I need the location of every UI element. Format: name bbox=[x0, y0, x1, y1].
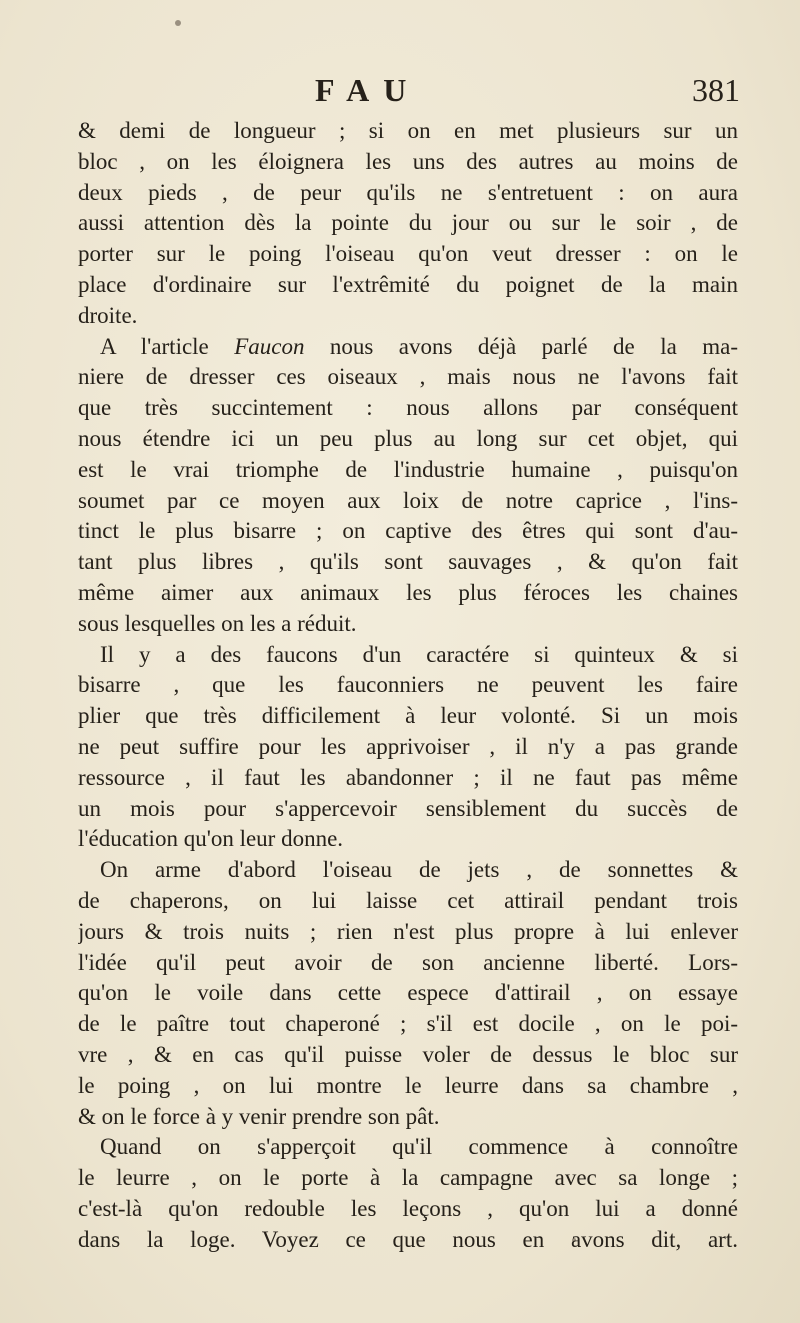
text-line: un mois pour s'appercevoir sensiblement du succès de bbox=[78, 795, 738, 821]
text-line: l'idée qu'il peut avoir de son ancienne liberté. Lors- bbox=[78, 949, 738, 975]
text-line: tinct le plus bisarre ; on captive des êtres qui sont d'au- bbox=[78, 518, 738, 544]
text-line: qu'on le voile dans cette espece d'attirail , on essaye bbox=[78, 980, 738, 1006]
text-line: le poing , on lui montre le leurre dans sa chambre , bbox=[78, 1072, 738, 1098]
running-title: FAU bbox=[315, 72, 421, 108]
text-line: bloc , on les éloignera les uns des autres au moins de bbox=[78, 148, 738, 174]
text-line: c'est-là qu'on redouble les leçons , qu'on lui a donné bbox=[78, 1195, 738, 1221]
text-line: de chaperons, on lui laisse cet attirail pendant trois bbox=[78, 887, 738, 913]
text-line: dans la loge. Voyez ce que nous en avons dit, art. bbox=[78, 1226, 738, 1252]
text-line: & demi de longueur ; si on en met plusieurs sur un bbox=[78, 118, 738, 143]
text-line: nous étendre ici un peu plus au long sur cet objet, qui bbox=[78, 425, 738, 451]
text-line: On arme d'abord l'oiseau de jets , de sonnettes & bbox=[100, 857, 738, 883]
text-line: soumet par ce moyen aux loix de notre caprice , l'ins- bbox=[78, 487, 738, 513]
text-line: aussi attention dès la pointe du jour ou sur le soir , de bbox=[78, 210, 738, 236]
text-line: même aimer aux animaux les plus féroces les chaines bbox=[78, 579, 738, 605]
text-line: & on le force à y venir prendre son pât. bbox=[78, 1103, 440, 1129]
text-line: vre , & en cas qu'il puisse voler de dessus le bloc sur bbox=[78, 1041, 738, 1067]
text-line: tant plus libres , qu'ils sont sauvages , & qu'on fait bbox=[78, 549, 738, 575]
text-line: bisarre , que les fauconniers ne peuvent les faire bbox=[78, 672, 738, 698]
text-line: l'éducation qu'on leur donne. bbox=[78, 826, 344, 852]
text-line: plier que très difficilement à leur volonté. Si un mois bbox=[78, 703, 738, 729]
text-line: ne peut suffire pour les apprivoiser , il n'y a pas grande bbox=[78, 733, 738, 759]
text-line: sous lesquelles on les a réduit. bbox=[78, 610, 357, 636]
text-line: droite. bbox=[78, 302, 138, 328]
text-line: porter sur le poing l'oiseau qu'on veut dresser : on le bbox=[78, 241, 738, 267]
text-line: que très succintement : nous allons par conséquent bbox=[78, 395, 738, 421]
text-line: Quand on s'apperçoit qu'il commence à connoître bbox=[100, 1134, 738, 1160]
page-header bbox=[60, 72, 740, 116]
text-line: Il y a des faucons d'un caractére si quinteux & si bbox=[100, 641, 738, 667]
text-line: niere de dresser ces oiseaux , mais nous ne l'avons fait bbox=[78, 364, 738, 390]
text-line: deux pieds , de peur qu'ils ne s'entretuent : on aura bbox=[78, 179, 738, 205]
italic-term: Faucon bbox=[234, 333, 305, 359]
text-line: jours & trois nuits ; rien n'est plus propre à lui enlever bbox=[78, 918, 738, 944]
text-line: de le paître tout chaperoné ; s'il est docile , on le poi- bbox=[78, 1011, 738, 1037]
body-text bbox=[78, 116, 738, 1255]
text-line: est le vrai triomphe de l'industrie humaine , puisqu'on bbox=[78, 456, 738, 482]
text-line: ressource , il faut les abandonner ; il ne faut pas même bbox=[78, 764, 738, 790]
page-number: 381 bbox=[692, 72, 740, 108]
text-line: le leurre , on le porte à la campagne avec sa longe ; bbox=[78, 1165, 738, 1191]
ink-spot bbox=[175, 20, 181, 26]
text-line: A l'article Faucon nous avons déjà parlé de la ma- bbox=[100, 333, 738, 359]
text-line: place d'ordinaire sur l'extrêmité du poignet de la main bbox=[78, 271, 738, 297]
